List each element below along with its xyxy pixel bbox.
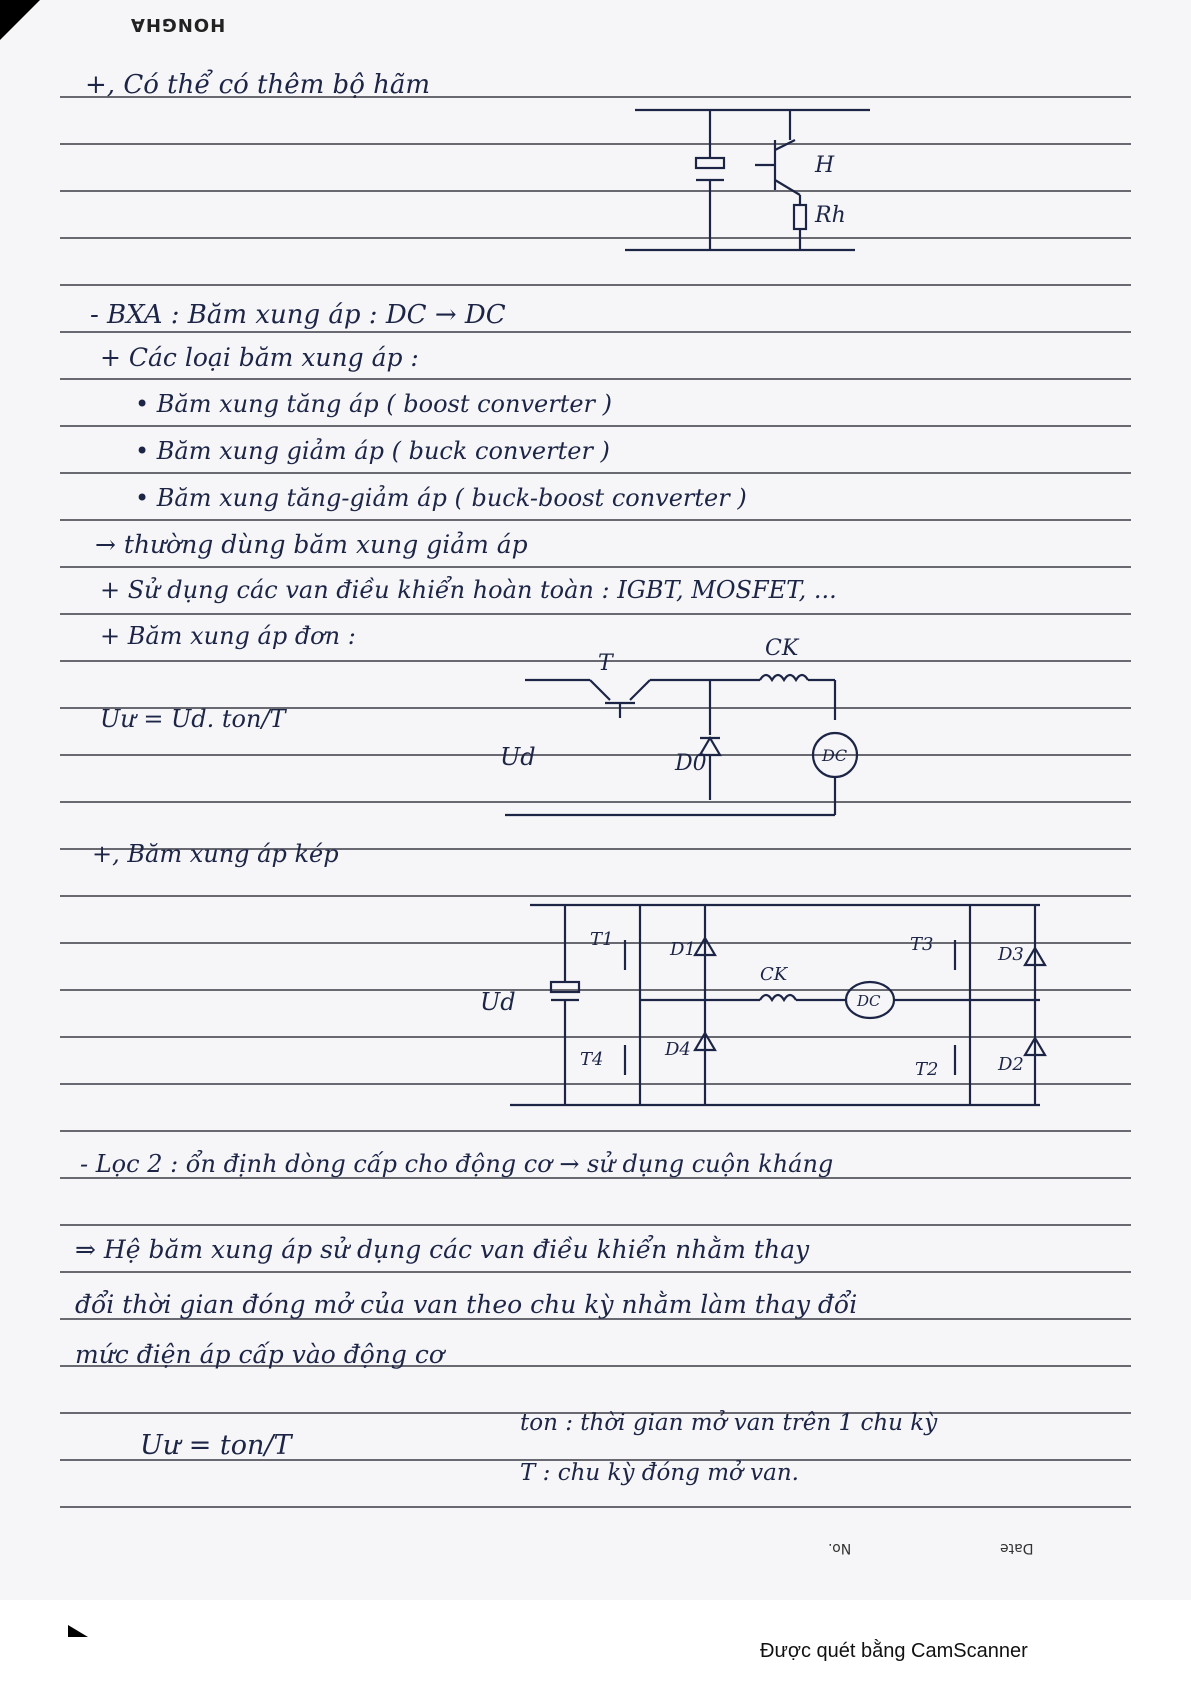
note-line: đổi thời gian đóng mở của van theo chu kỳ nhằm làm thay đổi (75, 1290, 858, 1319)
page-no-label: No. (828, 1540, 852, 1556)
definition-line: T : chu kỳ đóng mở van. (520, 1460, 799, 1486)
note-line: + Các loại băm xung áp : (100, 343, 419, 372)
page-date-label: Date (1000, 1540, 1034, 1556)
d3-label: D3 (998, 944, 1024, 965)
double-chopper-circuit (480, 905, 1045, 1105)
note-line: ⇒ Hệ băm xung áp sử dụng các van điều khiển nhằm thay (75, 1235, 810, 1264)
note-line: + Sử dụng các van điều khiển hoàn toàn : IGBT, MOSFET, ... (100, 576, 837, 604)
single-chopper-circuit (500, 636, 857, 815)
t4-label: T4 (580, 1049, 604, 1070)
single-diode-label: D0 (675, 751, 707, 776)
formula-line: Uư = ton/T (140, 1430, 292, 1461)
double-motor-label: DC (857, 992, 881, 1010)
formula-line: Uư = Ud. ton/T (100, 705, 286, 733)
note-line: • Băm xung giảm áp ( buck converter ) (135, 437, 610, 465)
d2-label: D2 (998, 1054, 1024, 1075)
d1-label: D1 (670, 939, 696, 960)
definition-line: ton : thời gian mở van trên 1 chu kỳ (520, 1410, 938, 1436)
note-line: • Băm xung tăng áp ( boost converter ) (135, 390, 612, 418)
note-line: mức điện áp cấp vào động cơ (75, 1340, 444, 1369)
scanner-watermark: Được quét bằng CamScanner (760, 1640, 1028, 1662)
d4-label: D4 (665, 1039, 691, 1060)
single-inductor-label: CK (765, 636, 799, 661)
brake-circuit (625, 110, 870, 250)
single-switch-label: T (598, 651, 613, 676)
note-line: +, Có thể có thêm bộ hãm (85, 70, 431, 100)
single-source-label: Ud (500, 743, 536, 771)
double-inductor-label: CK (760, 964, 788, 985)
note-line: + Băm xung áp đơn : (100, 622, 356, 650)
note-line: +, Băm xung áp kép (92, 840, 339, 868)
corner-mark (68, 1625, 88, 1637)
brand-logo: HONGHA (130, 14, 226, 35)
note-line: - Lọc 2 : ổn định dòng cấp cho động cơ → sử dụng cuộn kháng (80, 1150, 834, 1178)
t1-label: T1 (590, 929, 614, 950)
t2-label: T2 (915, 1059, 939, 1080)
t3-label: T3 (910, 934, 934, 955)
double-source-label: Ud (480, 988, 516, 1016)
note-line: → thường dùng băm xung giảm áp (95, 530, 528, 559)
note-line: • Băm xung tăng-giảm áp ( buck-boost converter ) (135, 484, 747, 512)
brake-resistor-label: Rh (815, 203, 846, 228)
note-line: - BXA : Băm xung áp : DC → DC (90, 300, 506, 330)
brake-transistor-label: H (815, 153, 835, 178)
single-motor-label: DC (822, 746, 848, 765)
